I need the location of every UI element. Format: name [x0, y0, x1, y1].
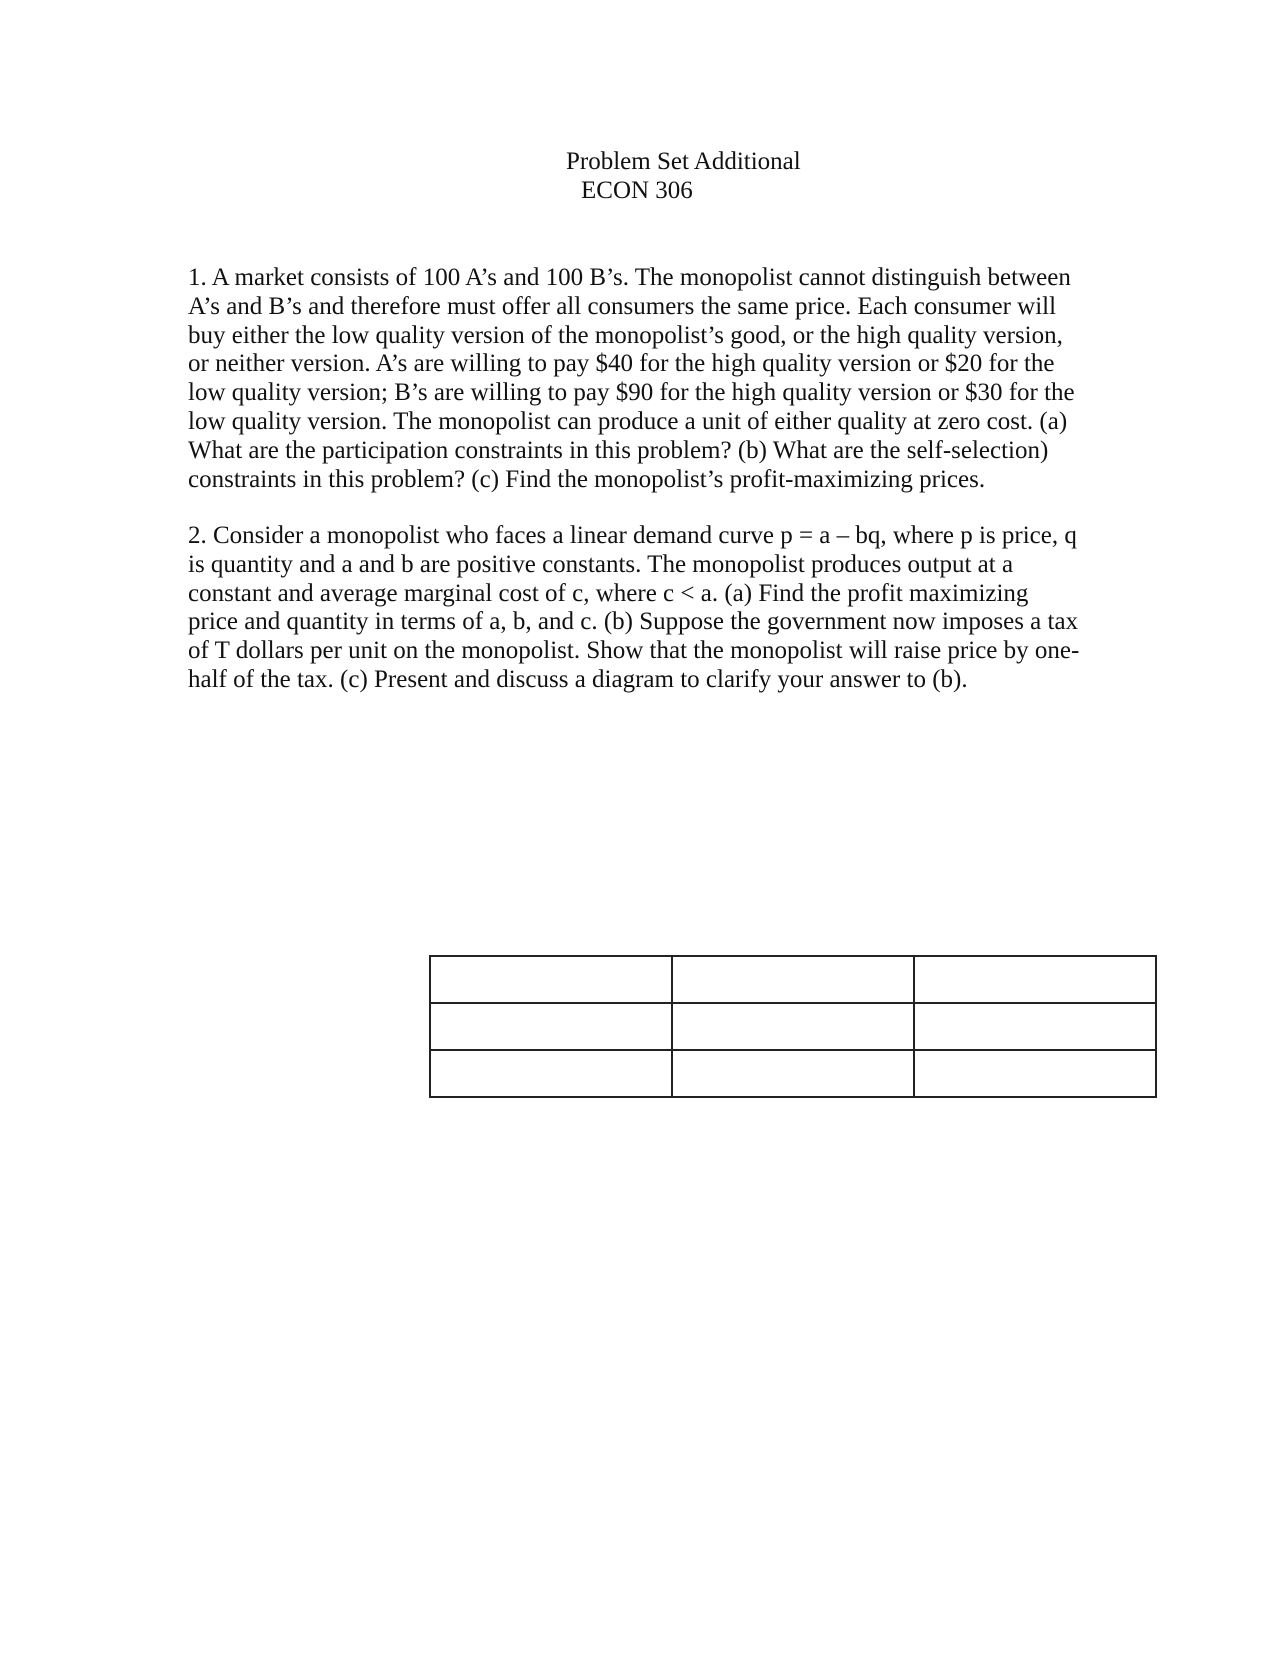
problem-1-text — [188, 264, 1088, 494]
table-cell — [914, 956, 1156, 1003]
empty-table — [429, 955, 1157, 1098]
table-row — [430, 956, 1156, 1003]
problem-2-line: constant and average marginal cost of c, where c < a. (a) Find the profit maximizing — [188, 579, 1029, 607]
table-row — [430, 1003, 1156, 1050]
problem-2-line: 2. Consider a monopolist who faces a linear demand curve p = a – bq, where p is price, q — [188, 522, 1077, 549]
problem-2-text — [188, 522, 1088, 695]
problem-1-line: low quality version; B’s are willing to pay $90 for the high quality version or $30 for the — [188, 379, 1075, 407]
table-row — [430, 1050, 1156, 1097]
table-cell — [430, 1050, 672, 1097]
problem-2-line: price and quantity in terms of a, b, and c. (b) Suppose the government now imposes a tax — [188, 608, 1079, 636]
problem-1-line: buy either the low quality version of the monopolist’s good, or the high quality version, — [188, 321, 1063, 349]
table-cell — [914, 1050, 1156, 1097]
problem-2-line: of T dollars per unit on the monopolist. Show that the monopolist will raise price by one- — [188, 637, 1080, 665]
problem-1-line: A’s and B’s and therefore must offer all consumers the same price. Each consumer will — [188, 292, 1057, 320]
problem-1-line: What are the participation constraints in this problem? (b) What are the self-selection) — [188, 436, 1049, 464]
course-code: ECON 306 — [581, 177, 693, 204]
table-cell — [430, 1003, 672, 1050]
problem-2-line: is quantity and a and b are positive constants. The monopolist produces output at a — [188, 550, 1014, 578]
problem-1-line: low quality version. The monopolist can produce a unit of either quality at zero cost. (a) — [188, 407, 1068, 435]
page-title: Problem Set Additional — [566, 148, 801, 175]
problem-1-line: or neither version. A’s are willing to pay $40 for the high quality version or $20 for the — [188, 350, 1055, 378]
table-cell — [672, 1050, 914, 1097]
problem-1-line: 1. A market consists of 100 A’s and 100 B’s. The monopolist cannot distinguish between — [188, 264, 1071, 291]
table-cell — [914, 1003, 1156, 1050]
problem-2-line: half of the tax. (c) Present and discuss a diagram to clarify your answer to (b). — [188, 665, 968, 693]
table-cell — [672, 1003, 914, 1050]
problem-1-line: constraints in this problem? (c) Find the monopolist’s profit-maximizing prices. — [188, 465, 986, 493]
table-cell — [430, 956, 672, 1003]
table-cell — [672, 956, 914, 1003]
